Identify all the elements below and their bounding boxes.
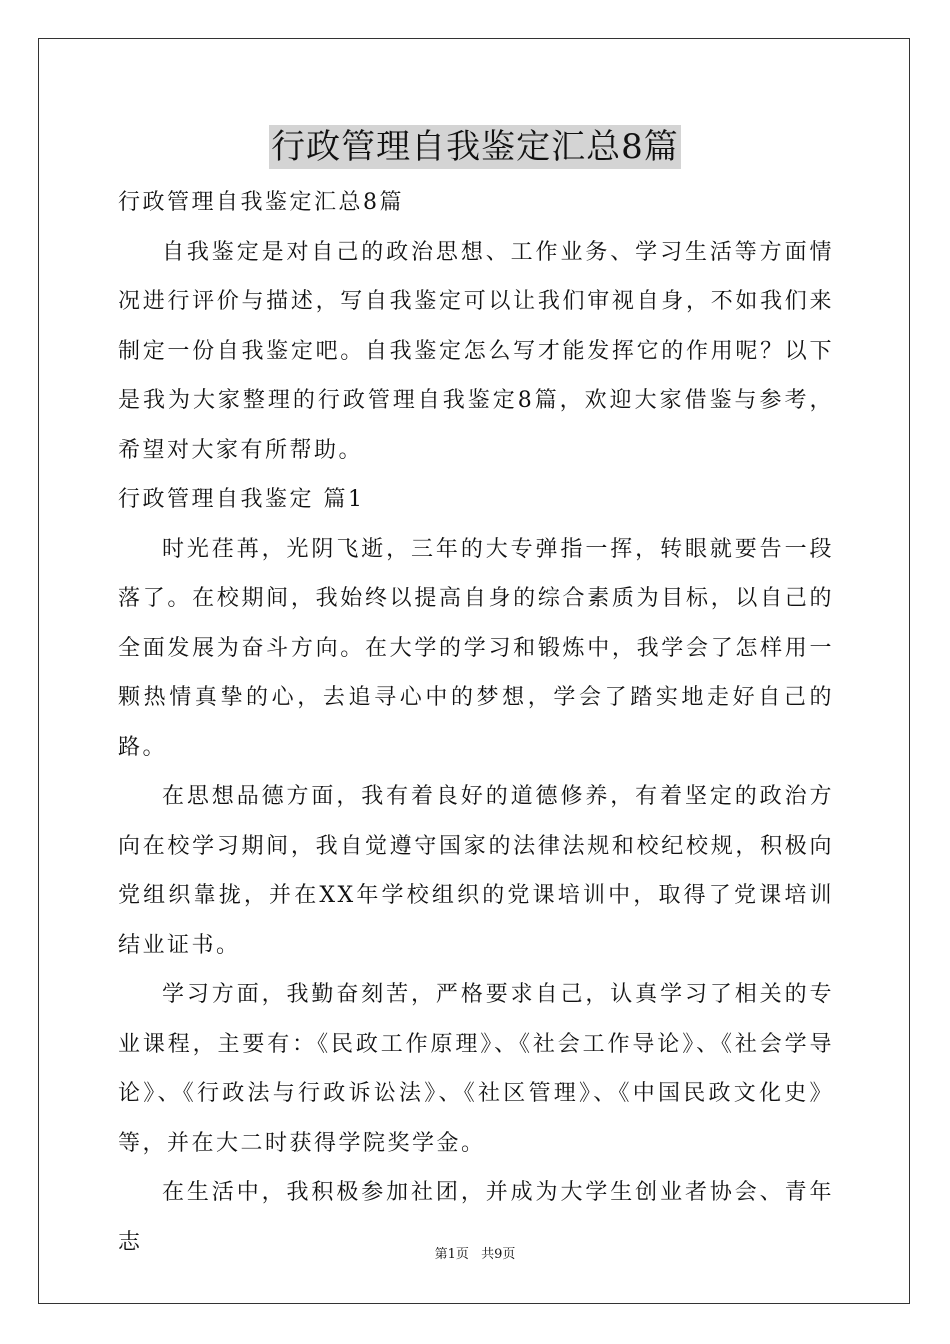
document-subtitle: 行政管理自我鉴定汇总8篇: [118, 190, 404, 215]
title-container: [0, 125, 950, 169]
intro-paragraph: 自我鉴定是对自己的政治思想、工作业务、学习生活等方面情况进行评价与描述，写自我鉴定可以让我们审视自身，不如我们来制定一份自我鉴定吧。自我鉴定怎么写才能发挥它的作用呢？以下是我为大家整理的行政管理自我鉴定8篇，欢迎大家借鉴与参考，希望对大家有所帮助。: [118, 239, 834, 463]
section-heading: 行政管理自我鉴定 篇1: [118, 487, 365, 512]
body-paragraph: 在生活中，我积极参加社团，并成为大学生创业者协会、青年志: [118, 1180, 834, 1255]
body-paragraph: 学习方面，我勤奋刻苦，严格要求自己，认真学习了相关的专业课程，主要有：《民政工作原理》、《社会工作导论》、《社会学导论》、《行政法与行政诉讼法》、《社区管理》、《中国民政文化史》等，并在大二时获得学院奖学金。: [118, 982, 834, 1156]
body-paragraph: 在思想品德方面，我有着良好的道德修养，有着坚定的政治方向在校学习期间，我自觉遵守国家的法律法规和校纪校规，积极向党组织靠拢，并在XX年学校组织的党课培训中，取得了党课培训结业证书。: [118, 784, 834, 958]
page-number: 第1页: [434, 1247, 469, 1262]
document-body: [118, 178, 834, 1267]
document-title: 行政管理自我鉴定汇总8篇: [271, 127, 679, 167]
page-footer: [0, 1246, 950, 1264]
body-paragraph: 时光荏苒，光阴飞逝，三年的大专弹指一挥，转眼就要告一段落了。在校期间，我始终以提高自身的综合素质为目标，以自己的全面发展为奋斗方向。在大学的学习和锻炼中，我学会了怎样用一颗热情真挚的心，去追寻心中的梦想，学会了踏实地走好自己的路。: [118, 536, 834, 760]
page-total: 共9页: [481, 1247, 516, 1262]
